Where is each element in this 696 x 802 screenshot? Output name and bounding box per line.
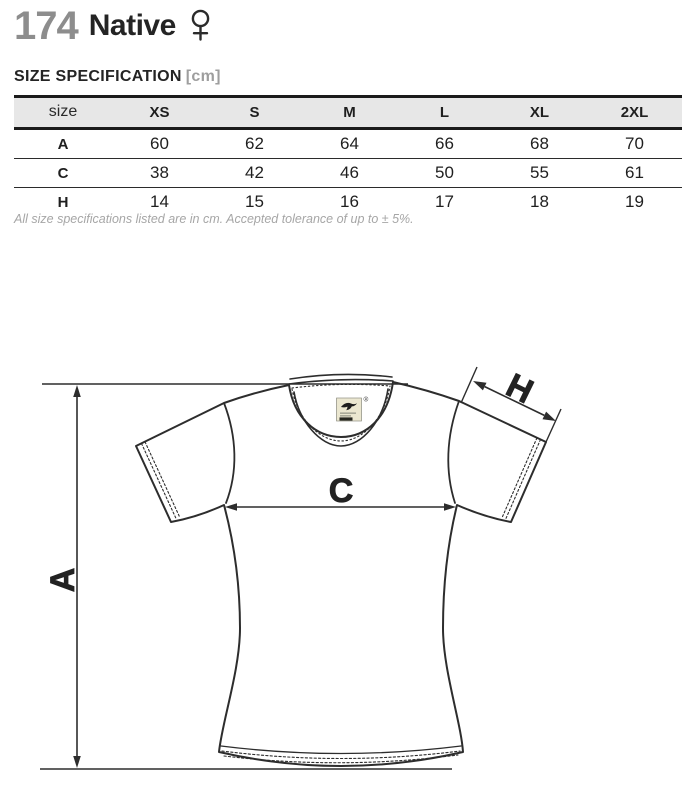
size-value: 42 bbox=[245, 163, 264, 182]
size-value: 55 bbox=[530, 163, 549, 182]
size-value: 50 bbox=[435, 163, 454, 182]
measure-label-c: C bbox=[328, 472, 354, 510]
size-value: 64 bbox=[340, 134, 359, 153]
size-value: 14 bbox=[150, 192, 169, 211]
size-value: 17 bbox=[435, 192, 454, 211]
size-value: 18 bbox=[530, 192, 549, 211]
brand-label bbox=[337, 396, 369, 422]
col-header-2xl: 2XL bbox=[620, 103, 649, 121]
tolerance-note: All size specifications listed are in cm. Accepted tolerance of up to ± 5%. bbox=[14, 212, 414, 226]
size-value: 15 bbox=[245, 192, 264, 211]
row-label: C bbox=[57, 164, 69, 182]
col-header-l: L bbox=[439, 103, 450, 121]
size-value: 68 bbox=[530, 134, 549, 153]
col-header-s: S bbox=[249, 103, 260, 121]
size-value: 38 bbox=[150, 163, 169, 182]
section-title-text: SIZE SPECIFICATION bbox=[14, 68, 182, 85]
measure-label-a: A bbox=[44, 567, 82, 593]
collar-band bbox=[289, 374, 393, 388]
size-value: 16 bbox=[340, 192, 359, 211]
size-value: 70 bbox=[625, 134, 644, 153]
section-title-unit: [cm] bbox=[185, 68, 221, 85]
size-value: 19 bbox=[625, 192, 644, 211]
size-value: 62 bbox=[245, 134, 264, 153]
measure-label-h: H bbox=[500, 366, 539, 412]
product-name: Native bbox=[88, 9, 176, 42]
row-label: A bbox=[57, 135, 69, 153]
col-header-xs: XS bbox=[149, 103, 170, 121]
tshirt-outline bbox=[136, 382, 546, 766]
registered-mark: ® bbox=[363, 396, 369, 404]
product-code: 174 bbox=[14, 4, 78, 48]
size-value: 46 bbox=[340, 163, 359, 182]
col-header-m: M bbox=[343, 103, 356, 121]
col-header-size: size bbox=[48, 103, 78, 120]
size-value: 60 bbox=[150, 134, 169, 153]
col-header-xl: XL bbox=[529, 103, 550, 121]
size-value: 61 bbox=[625, 163, 644, 182]
row-label: H bbox=[57, 193, 69, 211]
size-value: 66 bbox=[435, 134, 454, 153]
